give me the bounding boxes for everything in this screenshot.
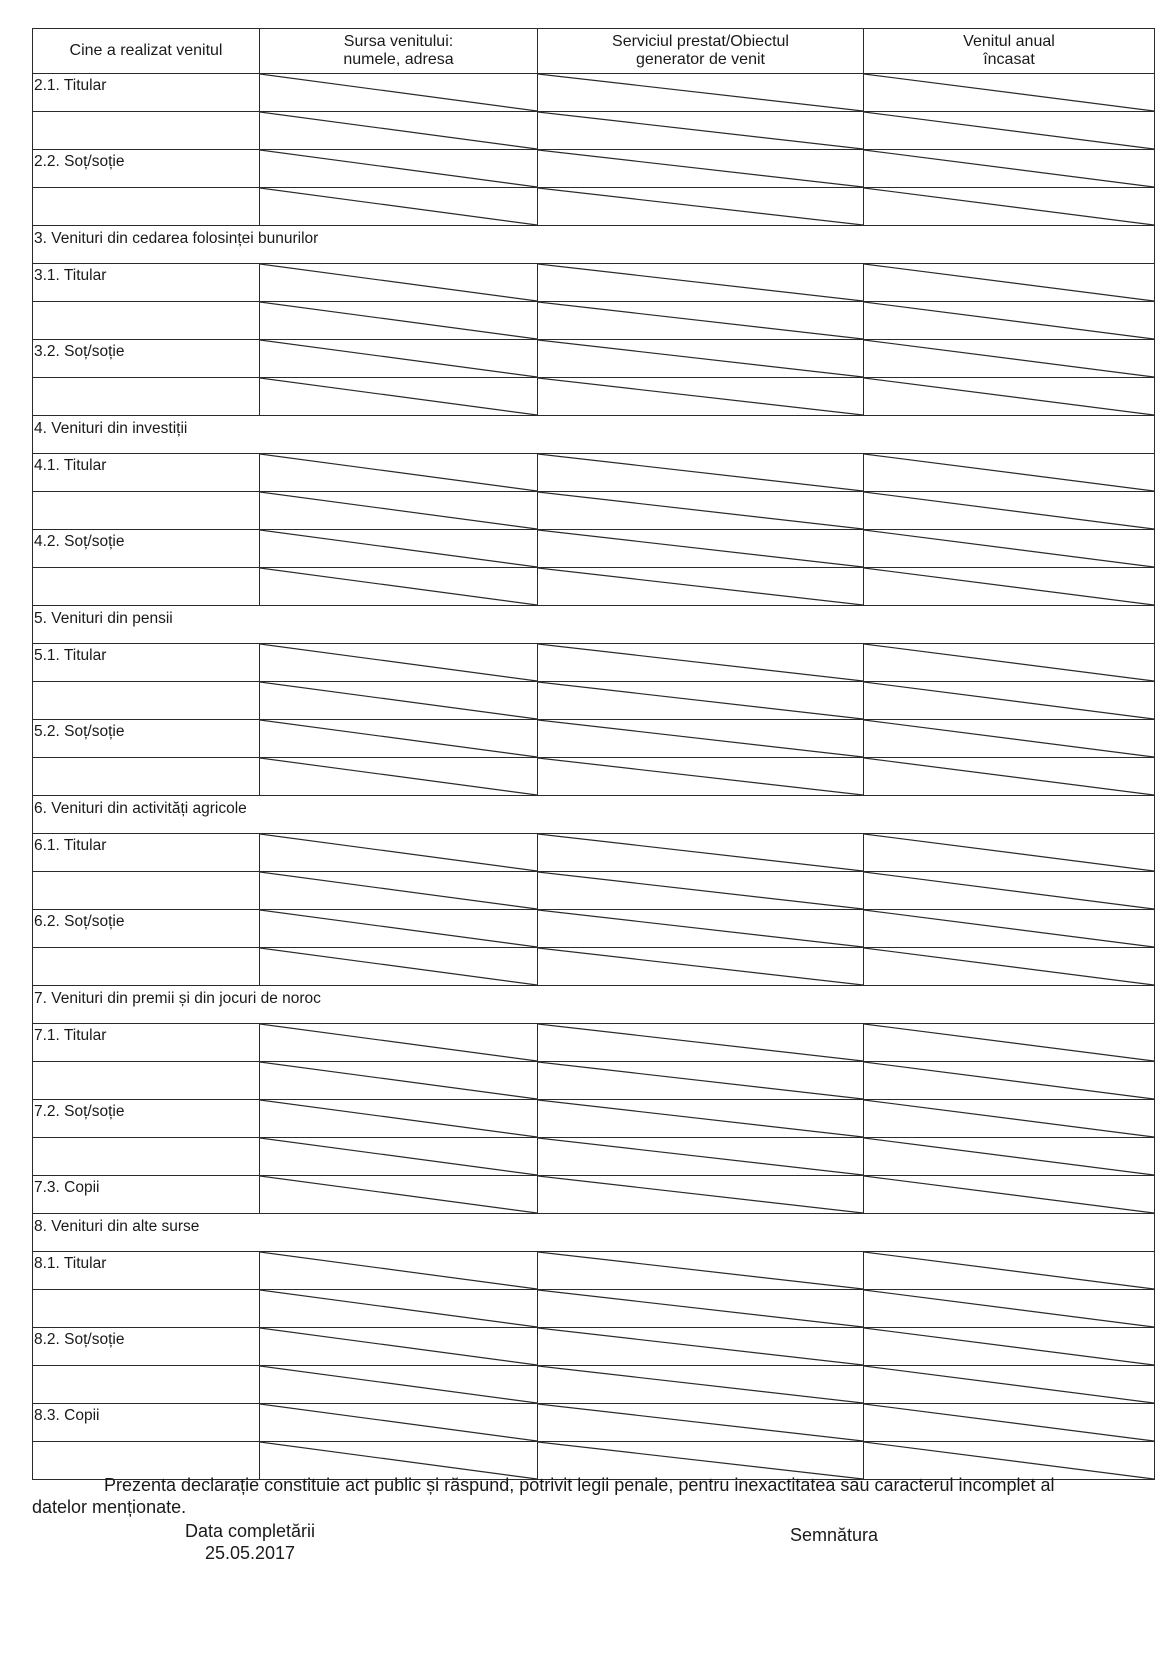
service-cell-crossed bbox=[538, 530, 864, 568]
declaration-statement: Prezenta declarație constituie act public și răspund, potrivit legii penale, pentru inexactitatea sau caracterul incomplet al bbox=[104, 1475, 1055, 1495]
income-owner-cell bbox=[33, 1176, 260, 1214]
income-owner-cell bbox=[33, 948, 260, 986]
table-row bbox=[33, 720, 1155, 758]
source-cell-crossed bbox=[260, 834, 538, 872]
strike-through-line bbox=[260, 834, 537, 871]
annual-income-cell-crossed bbox=[864, 150, 1155, 188]
income-owner-label: 2.2. Soț/soție bbox=[34, 153, 125, 170]
strike-through-line bbox=[864, 378, 1154, 415]
strike-through-line bbox=[864, 834, 1154, 871]
strike-through-line bbox=[260, 1100, 537, 1137]
strike-through-line bbox=[864, 150, 1154, 187]
strike-through-line bbox=[864, 1252, 1154, 1289]
income-owner-label: 6.2. Soț/soție bbox=[34, 913, 125, 930]
service-cell-crossed bbox=[538, 910, 864, 948]
strike-through-line bbox=[864, 1290, 1154, 1327]
strike-through-line bbox=[864, 1176, 1154, 1213]
section-heading-label: 4. Venituri din investiții bbox=[34, 420, 188, 437]
section-heading-row bbox=[33, 416, 1155, 454]
section-heading-label: 7. Venituri din premii și din jocuri de noroc bbox=[34, 990, 321, 1007]
annual-income-cell-crossed bbox=[864, 834, 1155, 872]
strike-through-line bbox=[538, 720, 863, 757]
strike-through-line bbox=[538, 454, 863, 491]
service-cell-crossed bbox=[538, 1290, 864, 1328]
source-cell-crossed bbox=[260, 1176, 538, 1214]
strike-through-line bbox=[538, 378, 863, 415]
annual-income-cell-crossed bbox=[864, 568, 1155, 606]
income-owner-cell bbox=[33, 910, 260, 948]
source-cell-crossed bbox=[260, 568, 538, 606]
strike-through-line bbox=[864, 530, 1154, 567]
strike-through-line bbox=[864, 112, 1154, 149]
annual-income-cell-crossed bbox=[864, 454, 1155, 492]
income-owner-label: 6.1. Titular bbox=[34, 837, 107, 854]
strike-through-line bbox=[260, 74, 537, 111]
table-row bbox=[33, 910, 1155, 948]
income-owner-label: 5.2. Soț/soție bbox=[34, 723, 125, 740]
strike-through-line bbox=[864, 1366, 1154, 1403]
service-cell-crossed bbox=[538, 1138, 864, 1176]
section-heading-row bbox=[33, 796, 1155, 834]
section-heading-row bbox=[33, 226, 1155, 264]
section-heading-label: 6. Venituri din activități agricole bbox=[34, 800, 247, 817]
income-owner-cell bbox=[33, 834, 260, 872]
strike-through-line bbox=[260, 948, 537, 985]
strike-through-line bbox=[538, 872, 863, 909]
annual-income-cell-crossed bbox=[864, 530, 1155, 568]
signature-label: Semnătura bbox=[790, 1525, 879, 1545]
strike-through-line bbox=[260, 302, 537, 339]
source-cell-crossed bbox=[260, 1252, 538, 1290]
section-heading-row bbox=[33, 1214, 1155, 1252]
income-owner-cell bbox=[33, 644, 260, 682]
section-heading bbox=[33, 796, 1155, 834]
section-heading bbox=[33, 416, 1155, 454]
strike-through-line bbox=[538, 150, 863, 187]
table-row-blank bbox=[33, 1138, 1155, 1176]
table-row-blank bbox=[33, 1366, 1155, 1404]
strike-through-line bbox=[260, 1024, 537, 1061]
service-cell-crossed bbox=[538, 720, 864, 758]
strike-through-line bbox=[260, 568, 537, 605]
strike-through-line bbox=[260, 644, 537, 681]
annual-income-cell-crossed bbox=[864, 1252, 1155, 1290]
header-service-provided: Serviciul prestat/Obiectul generator de venit bbox=[538, 29, 864, 74]
annual-income-cell-crossed bbox=[864, 492, 1155, 530]
annual-income-cell-crossed bbox=[864, 378, 1155, 416]
annual-income-cell-crossed bbox=[864, 682, 1155, 720]
strike-through-line bbox=[864, 1100, 1154, 1137]
income-owner-cell bbox=[33, 264, 260, 302]
income-owner-label: 7.2. Soț/soție bbox=[34, 1103, 125, 1120]
strike-through-line bbox=[864, 910, 1154, 947]
income-owner-cell bbox=[33, 1366, 260, 1404]
annual-income-cell-crossed bbox=[864, 1138, 1155, 1176]
income-owner-label: 7.1. Titular bbox=[34, 1027, 107, 1044]
income-owner-label: 8.2. Soț/soție bbox=[34, 1331, 125, 1348]
header-income-source: Sursa venitului: numele, adresa bbox=[260, 29, 538, 74]
strike-through-line bbox=[864, 1404, 1154, 1441]
strike-through-line bbox=[864, 1024, 1154, 1061]
service-cell-crossed bbox=[538, 302, 864, 340]
header-annual-income: Venitul anual încasat bbox=[864, 29, 1155, 74]
source-cell-crossed bbox=[260, 682, 538, 720]
strike-through-line bbox=[260, 1138, 537, 1175]
strike-through-line bbox=[538, 834, 863, 871]
service-cell-crossed bbox=[538, 1366, 864, 1404]
source-cell-crossed bbox=[260, 910, 538, 948]
income-owner-cell bbox=[33, 758, 260, 796]
strike-through-line bbox=[538, 682, 863, 719]
strike-through-line bbox=[864, 74, 1154, 111]
strike-through-line bbox=[260, 112, 537, 149]
strike-through-line bbox=[260, 1176, 537, 1213]
strike-through-line bbox=[864, 948, 1154, 985]
income-owner-cell bbox=[33, 378, 260, 416]
annual-income-cell-crossed bbox=[864, 1062, 1155, 1100]
service-cell-crossed bbox=[538, 112, 864, 150]
table-row bbox=[33, 340, 1155, 378]
strike-through-line bbox=[260, 1252, 537, 1289]
income-owner-label: 4.2. Soț/soție bbox=[34, 533, 125, 550]
service-cell-crossed bbox=[538, 492, 864, 530]
income-owner-cell bbox=[33, 568, 260, 606]
strike-through-line bbox=[260, 758, 537, 795]
table-row bbox=[33, 1404, 1155, 1442]
source-cell-crossed bbox=[260, 530, 538, 568]
section-heading bbox=[33, 606, 1155, 644]
income-owner-label: 8.1. Titular bbox=[34, 1255, 107, 1272]
section-heading-label: 3. Venituri din cedarea folosinței bunurilor bbox=[34, 230, 319, 247]
strike-through-line bbox=[260, 910, 537, 947]
source-cell-crossed bbox=[260, 872, 538, 910]
source-cell-crossed bbox=[260, 1024, 538, 1062]
source-cell-crossed bbox=[260, 378, 538, 416]
strike-through-line bbox=[538, 1100, 863, 1137]
income-owner-label: 7.3. Copii bbox=[34, 1179, 100, 1196]
strike-through-line bbox=[538, 1328, 863, 1365]
table-row-blank bbox=[33, 682, 1155, 720]
source-cell-crossed bbox=[260, 492, 538, 530]
strike-through-line bbox=[538, 188, 863, 225]
strike-through-line bbox=[260, 1290, 537, 1327]
income-owner-cell bbox=[33, 150, 260, 188]
strike-through-line bbox=[864, 340, 1154, 377]
annual-income-cell-crossed bbox=[864, 1024, 1155, 1062]
service-cell-crossed bbox=[538, 1176, 864, 1214]
strike-through-line bbox=[260, 264, 537, 301]
section-heading-label: 8. Venituri din alte surse bbox=[34, 1218, 200, 1235]
income-owner-cell bbox=[33, 1062, 260, 1100]
annual-income-cell-crossed bbox=[864, 340, 1155, 378]
strike-through-line bbox=[538, 644, 863, 681]
strike-through-line bbox=[260, 492, 537, 529]
strike-through-line bbox=[260, 454, 537, 491]
strike-through-line bbox=[864, 1138, 1154, 1175]
annual-income-cell-crossed bbox=[864, 74, 1155, 112]
service-cell-crossed bbox=[538, 682, 864, 720]
section-heading bbox=[33, 986, 1155, 1024]
table-row bbox=[33, 264, 1155, 302]
strike-through-line bbox=[260, 378, 537, 415]
strike-through-line bbox=[864, 758, 1154, 795]
strike-through-line bbox=[538, 1062, 863, 1099]
income-owner-cell bbox=[33, 1100, 260, 1138]
table-row-blank bbox=[33, 302, 1155, 340]
income-owner-cell bbox=[33, 1024, 260, 1062]
table-row-blank bbox=[33, 378, 1155, 416]
declaration-statement-continued: datelor menționate. bbox=[32, 1497, 187, 1517]
income-owner-cell bbox=[33, 1138, 260, 1176]
table-row bbox=[33, 1176, 1155, 1214]
table-row-blank bbox=[33, 492, 1155, 530]
strike-through-line bbox=[538, 1024, 863, 1061]
table-row bbox=[33, 530, 1155, 568]
strike-through-line bbox=[538, 948, 863, 985]
service-cell-crossed bbox=[538, 1252, 864, 1290]
annual-income-cell-crossed bbox=[864, 910, 1155, 948]
income-owner-cell bbox=[33, 340, 260, 378]
table-row bbox=[33, 834, 1155, 872]
table-row bbox=[33, 1328, 1155, 1366]
strike-through-line bbox=[538, 1176, 863, 1213]
table-row-blank bbox=[33, 568, 1155, 606]
strike-through-line bbox=[538, 910, 863, 947]
source-cell-crossed bbox=[260, 948, 538, 986]
strike-through-line bbox=[538, 1138, 863, 1175]
table-row-blank bbox=[33, 188, 1155, 226]
strike-through-line bbox=[864, 1328, 1154, 1365]
table-row-blank bbox=[33, 948, 1155, 986]
service-cell-crossed bbox=[538, 188, 864, 226]
service-cell-crossed bbox=[538, 1062, 864, 1100]
strike-through-line bbox=[864, 644, 1154, 681]
source-cell-crossed bbox=[260, 454, 538, 492]
strike-through-line bbox=[538, 264, 863, 301]
annual-income-cell-crossed bbox=[864, 1328, 1155, 1366]
income-owner-label: 5.1. Titular bbox=[34, 647, 107, 664]
service-cell-crossed bbox=[538, 568, 864, 606]
strike-through-line bbox=[260, 872, 537, 909]
source-cell-crossed bbox=[260, 264, 538, 302]
date-completed-label: Data completării bbox=[184, 1521, 316, 1541]
strike-through-line bbox=[260, 720, 537, 757]
income-owner-cell bbox=[33, 682, 260, 720]
source-cell-crossed bbox=[260, 188, 538, 226]
table-row-blank bbox=[33, 1290, 1155, 1328]
annual-income-cell-crossed bbox=[864, 644, 1155, 682]
source-cell-crossed bbox=[260, 1328, 538, 1366]
annual-income-cell-crossed bbox=[864, 872, 1155, 910]
strike-through-line bbox=[538, 74, 863, 111]
table-row bbox=[33, 150, 1155, 188]
strike-through-line bbox=[864, 682, 1154, 719]
strike-through-line bbox=[538, 340, 863, 377]
strike-through-line bbox=[538, 758, 863, 795]
table-row-blank bbox=[33, 112, 1155, 150]
service-cell-crossed bbox=[538, 150, 864, 188]
table-row-blank bbox=[33, 758, 1155, 796]
annual-income-cell-crossed bbox=[864, 948, 1155, 986]
table-row-blank bbox=[33, 1062, 1155, 1100]
income-owner-cell bbox=[33, 1404, 260, 1442]
annual-income-cell-crossed bbox=[864, 1100, 1155, 1138]
strike-through-line bbox=[538, 112, 863, 149]
section-heading bbox=[33, 226, 1155, 264]
income-owner-cell bbox=[33, 112, 260, 150]
service-cell-crossed bbox=[538, 1100, 864, 1138]
service-cell-crossed bbox=[538, 74, 864, 112]
strike-through-line bbox=[260, 150, 537, 187]
income-owner-label: 3.2. Soț/soție bbox=[34, 343, 125, 360]
annual-income-cell-crossed bbox=[864, 302, 1155, 340]
source-cell-crossed bbox=[260, 150, 538, 188]
service-cell-crossed bbox=[538, 378, 864, 416]
income-owner-label: 2.1. Titular bbox=[34, 77, 107, 94]
table-row bbox=[33, 1252, 1155, 1290]
service-cell-crossed bbox=[538, 872, 864, 910]
section-heading-label: 5. Venituri din pensii bbox=[34, 610, 173, 627]
section-heading-row bbox=[33, 606, 1155, 644]
income-owner-cell bbox=[33, 872, 260, 910]
strike-through-line bbox=[260, 340, 537, 377]
service-cell-crossed bbox=[538, 758, 864, 796]
annual-income-cell-crossed bbox=[864, 758, 1155, 796]
annual-income-cell-crossed bbox=[864, 264, 1155, 302]
source-cell-crossed bbox=[260, 74, 538, 112]
strike-through-line bbox=[864, 1062, 1154, 1099]
annual-income-cell-crossed bbox=[864, 1290, 1155, 1328]
annual-income-cell-crossed bbox=[864, 1366, 1155, 1404]
source-cell-crossed bbox=[260, 1062, 538, 1100]
annual-income-cell-crossed bbox=[864, 1176, 1155, 1214]
source-cell-crossed bbox=[260, 340, 538, 378]
table-row-blank bbox=[33, 872, 1155, 910]
strike-through-line bbox=[864, 188, 1154, 225]
table-row bbox=[33, 454, 1155, 492]
strike-through-line bbox=[864, 264, 1154, 301]
service-cell-crossed bbox=[538, 264, 864, 302]
source-cell-crossed bbox=[260, 1138, 538, 1176]
strike-through-line bbox=[864, 454, 1154, 491]
table-row bbox=[33, 1024, 1155, 1062]
strike-through-line bbox=[538, 302, 863, 339]
strike-through-line bbox=[538, 530, 863, 567]
income-owner-cell bbox=[33, 74, 260, 112]
table-row bbox=[33, 74, 1155, 112]
service-cell-crossed bbox=[538, 834, 864, 872]
strike-through-line bbox=[260, 530, 537, 567]
strike-through-line bbox=[538, 1404, 863, 1441]
service-cell-crossed bbox=[538, 1404, 864, 1442]
income-owner-cell bbox=[33, 1328, 260, 1366]
strike-through-line bbox=[864, 720, 1154, 757]
source-cell-crossed bbox=[260, 720, 538, 758]
income-owner-cell bbox=[33, 188, 260, 226]
income-owner-cell bbox=[33, 1290, 260, 1328]
strike-through-line bbox=[260, 1404, 537, 1441]
source-cell-crossed bbox=[260, 302, 538, 340]
annual-income-cell-crossed bbox=[864, 188, 1155, 226]
strike-through-line bbox=[260, 1366, 537, 1403]
strike-through-line bbox=[538, 1290, 863, 1327]
annual-income-cell-crossed bbox=[864, 112, 1155, 150]
header-who-realized-income: Cine a realizat venitul bbox=[33, 29, 260, 74]
income-table bbox=[32, 28, 1155, 1480]
income-owner-cell bbox=[33, 1252, 260, 1290]
table-row bbox=[33, 644, 1155, 682]
strike-through-line bbox=[260, 682, 537, 719]
strike-through-line bbox=[864, 872, 1154, 909]
service-cell-crossed bbox=[538, 644, 864, 682]
annual-income-cell-crossed bbox=[864, 1404, 1155, 1442]
section-heading bbox=[33, 1214, 1155, 1252]
strike-through-line bbox=[538, 568, 863, 605]
source-cell-crossed bbox=[260, 1100, 538, 1138]
income-owner-label: 8.3. Copii bbox=[34, 1407, 100, 1424]
income-owner-cell bbox=[33, 530, 260, 568]
source-cell-crossed bbox=[260, 1290, 538, 1328]
strike-through-line bbox=[864, 568, 1154, 605]
income-owner-cell bbox=[33, 720, 260, 758]
service-cell-crossed bbox=[538, 340, 864, 378]
income-owner-label: 4.1. Titular bbox=[34, 457, 107, 474]
income-owner-label: 3.1. Titular bbox=[34, 267, 107, 284]
strike-through-line bbox=[538, 492, 863, 529]
section-heading-row bbox=[33, 986, 1155, 1024]
service-cell-crossed bbox=[538, 948, 864, 986]
strike-through-line bbox=[260, 188, 537, 225]
strike-through-line bbox=[864, 302, 1154, 339]
strike-through-line bbox=[864, 492, 1154, 529]
income-owner-cell bbox=[33, 302, 260, 340]
annual-income-cell-crossed bbox=[864, 720, 1155, 758]
service-cell-crossed bbox=[538, 1328, 864, 1366]
service-cell-crossed bbox=[538, 1024, 864, 1062]
income-owner-cell bbox=[33, 492, 260, 530]
source-cell-crossed bbox=[260, 1404, 538, 1442]
date-completed-value: 25.05.2017 bbox=[204, 1543, 296, 1563]
strike-through-line bbox=[260, 1062, 537, 1099]
income-owner-cell bbox=[33, 454, 260, 492]
table-header-row bbox=[33, 29, 1155, 74]
table-row bbox=[33, 1100, 1155, 1138]
service-cell-crossed bbox=[538, 454, 864, 492]
source-cell-crossed bbox=[260, 644, 538, 682]
source-cell-crossed bbox=[260, 758, 538, 796]
strike-through-line bbox=[538, 1366, 863, 1403]
strike-through-line bbox=[260, 1328, 537, 1365]
source-cell-crossed bbox=[260, 1366, 538, 1404]
strike-through-line bbox=[538, 1252, 863, 1289]
source-cell-crossed bbox=[260, 112, 538, 150]
